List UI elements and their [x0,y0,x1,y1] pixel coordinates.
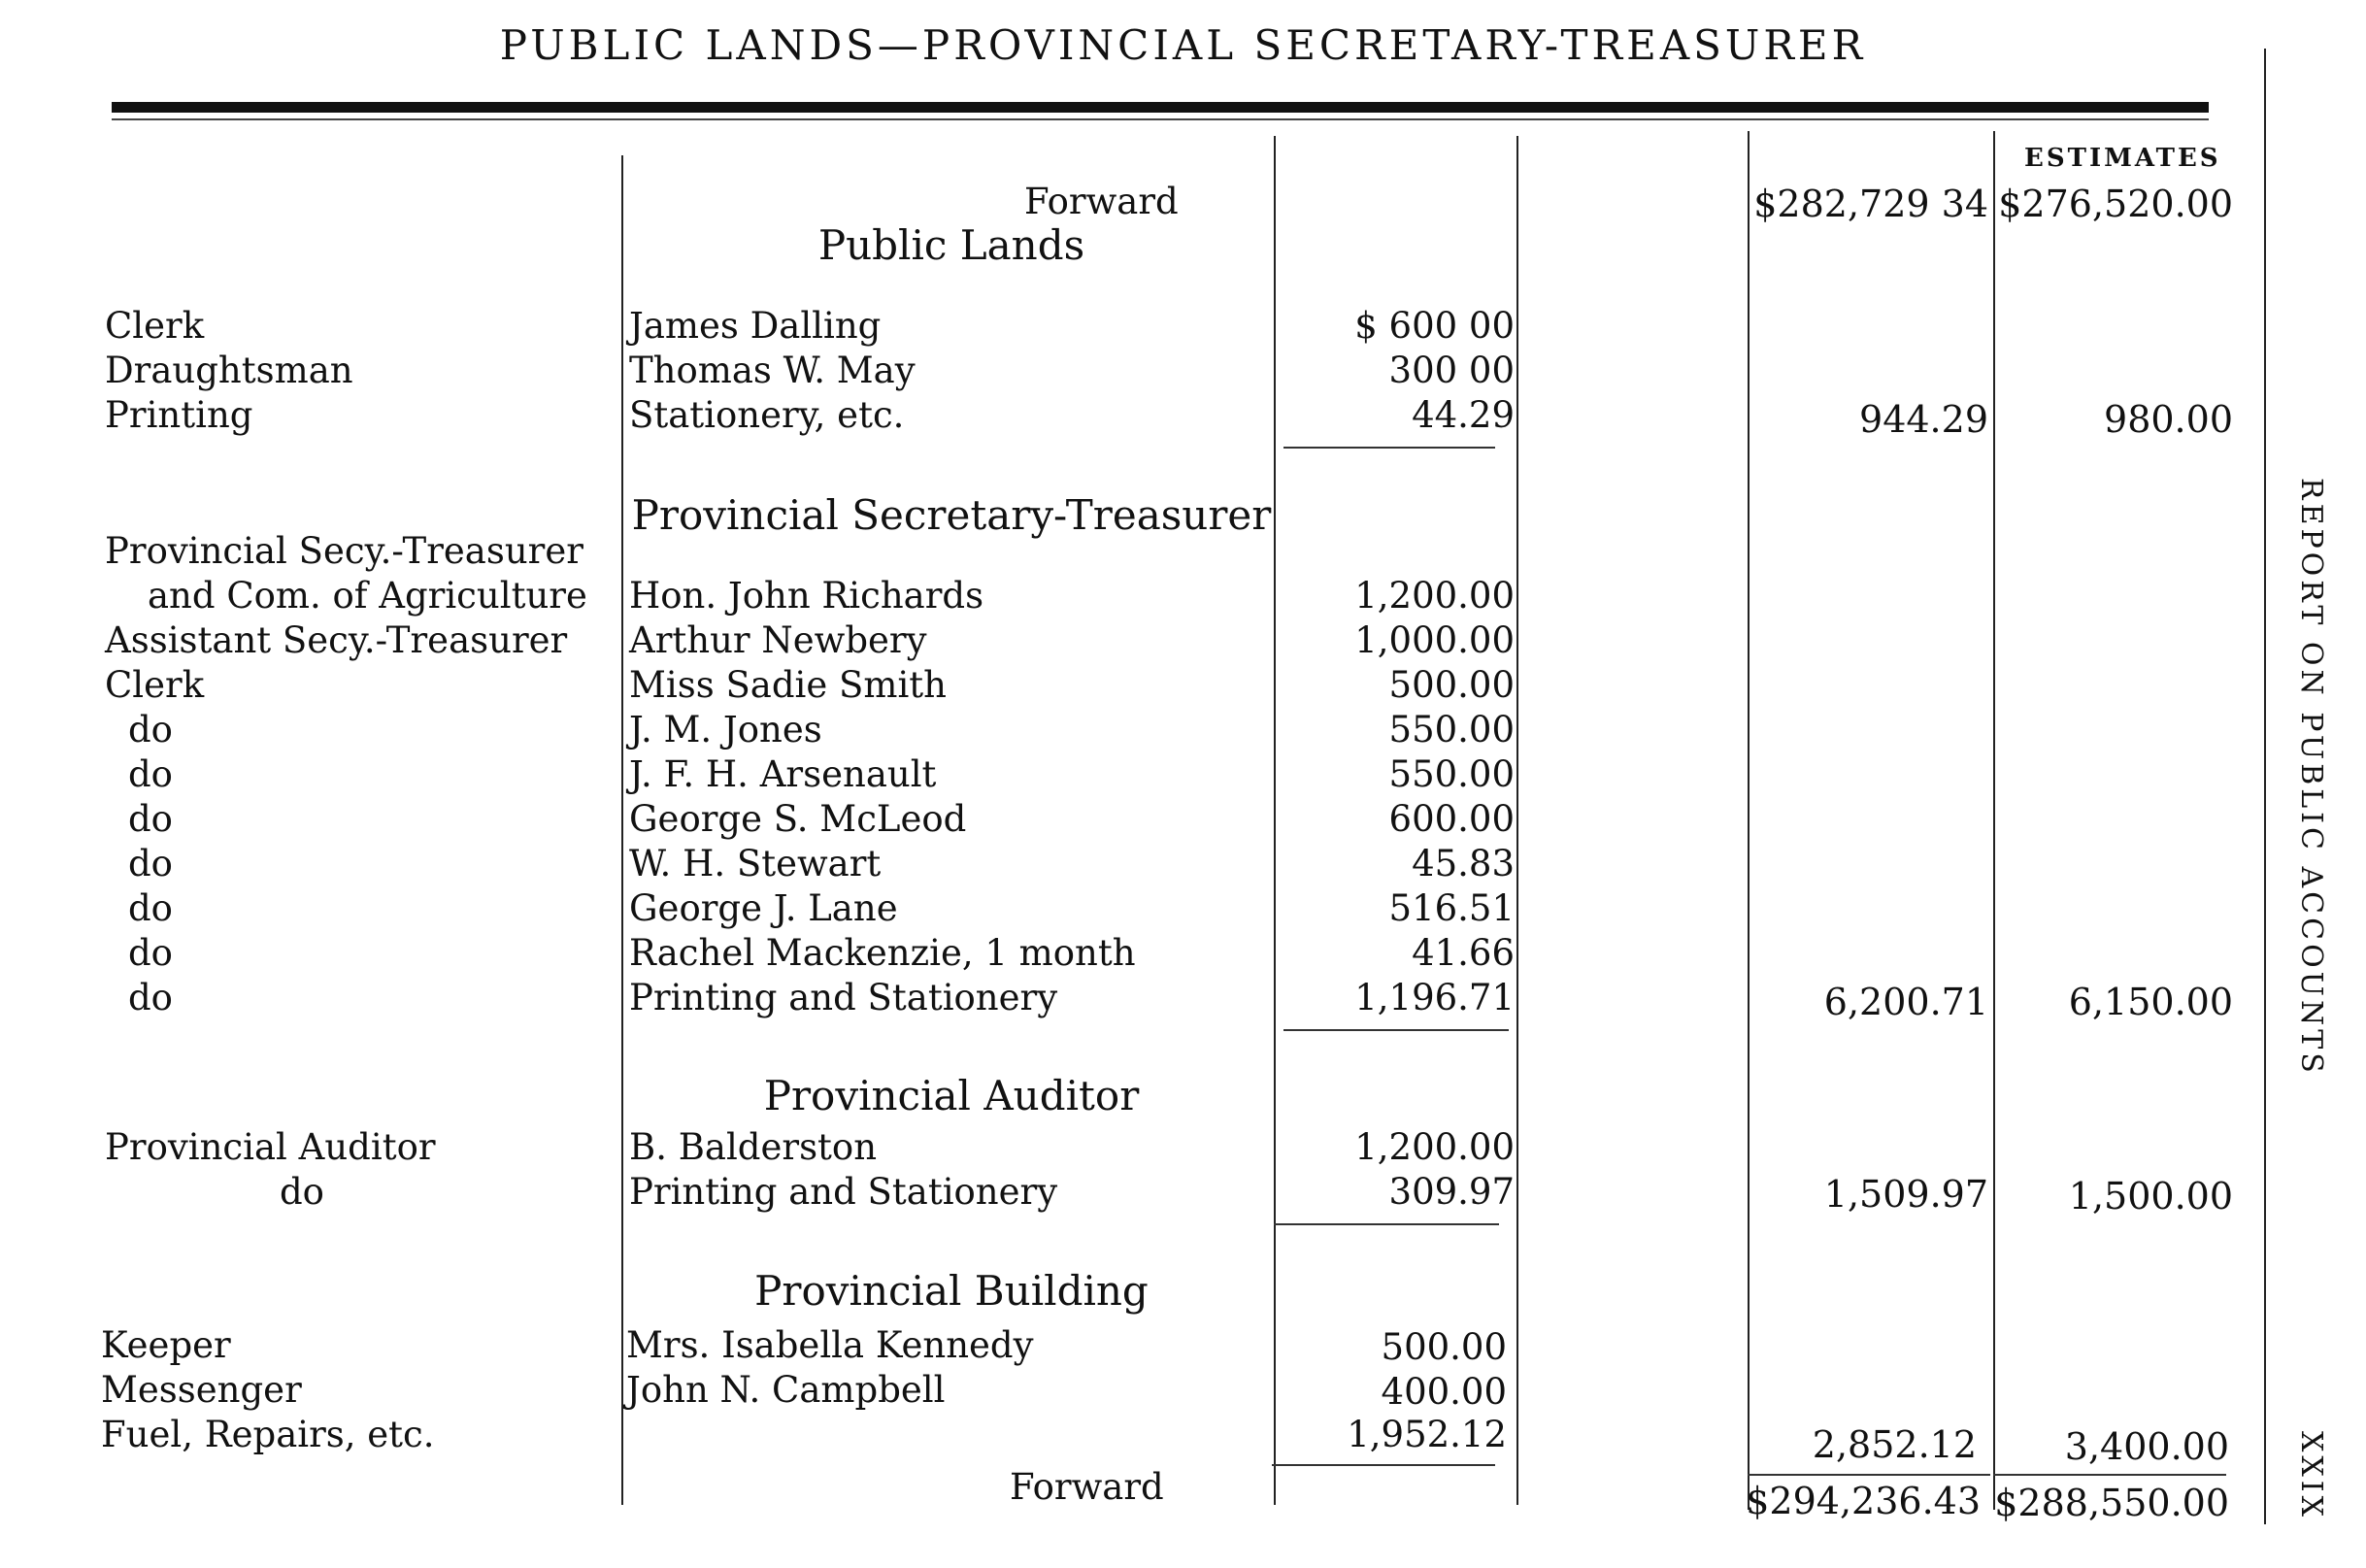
line-amount: 500.00 [1381,1326,1507,1368]
estimates-header: ESTIMATES [2024,144,2221,173]
forward-estimate-bottom: $288,550.00 [1994,1482,2229,1524]
section-estimate: 1,500.00 [2068,1175,2233,1218]
payee-name: Hon. John Richards [629,575,984,617]
position-label: do [128,843,173,884]
total-rule [1993,1474,2226,1476]
section-heading-public-lands: Public Lands [817,221,1085,269]
line-amount: 1,200.00 [1354,1126,1515,1168]
page-title: PUBLIC LANDS—PROVINCIAL SECRETARY-TREASURER [499,21,1867,69]
side-report-title: REPORT ON PUBLIC ACCOUNTS [2294,478,2328,1077]
line-amount: 1,000.00 [1354,619,1515,661]
page-number: XXIX [2294,1431,2328,1520]
position-label: do [128,977,173,1018]
line-amount: 550.00 [1388,709,1515,751]
payee-name: Mrs. Isabella Kennedy [626,1324,1034,1366]
line-amount: 400.00 [1381,1371,1507,1413]
payee-name: B. Balderston [629,1126,878,1168]
payee-name: W. H. Stewart [629,843,882,884]
section-total: 944.29 [1859,398,1988,441]
section-heading-building: Provincial Building [754,1267,1149,1315]
section-heading-auditor: Provincial Auditor [763,1072,1140,1119]
line-amount: 550.00 [1388,753,1515,795]
payee-name: J. F. H. Arsenault [629,753,937,795]
forward-label-top: Forward [1024,181,1179,222]
section-total: 1,509.97 [1823,1173,1988,1216]
position-label: Provincial Secy.-Treasurer [105,530,583,572]
section-total: 2,852.12 [1812,1423,1977,1466]
position-label: Provincial Auditor [105,1126,436,1168]
line-amount: 300 00 [1388,350,1515,391]
forward-estimate-top: $276,520.00 [1998,183,2233,225]
line-amount: 516.51 [1388,887,1515,929]
payee-name: George S. McLeod [629,798,967,840]
position-label: do [128,932,173,974]
position-label: Keeper [101,1324,231,1366]
line-amount: 44.29 [1412,394,1515,436]
line-amount: 309.97 [1388,1171,1515,1213]
payee-name: Arthur Newbery [629,619,927,661]
position-label: Clerk [105,664,205,706]
payee-name: John N. Campbell [626,1369,946,1411]
line-amount: 1,196.71 [1354,977,1515,1018]
line-amount: 1,952.12 [1347,1414,1507,1455]
total-rule [1748,1474,1990,1476]
line-amount: 45.83 [1412,843,1515,884]
column-divider [1748,131,1750,1510]
payee-name: Printing and Stationery [629,1171,1058,1213]
payee-name: Miss Sadie Smith [629,664,948,706]
section-estimate: 3,400.00 [2064,1425,2229,1468]
section-estimate: 980.00 [2104,398,2233,441]
payee-name: J. M. Jones [629,709,822,751]
section-heading-secretary: Provincial Secretary-Treasurer [631,491,1272,539]
position-label: do [128,798,173,840]
forward-label-bottom: Forward [1010,1466,1164,1508]
line-amount: $ 600 00 [1354,305,1515,347]
position-label: do [128,709,173,751]
forward-amount-top: $282,729 34 [1753,183,1988,225]
section-estimate: 6,150.00 [2068,981,2233,1023]
header-rule [112,102,2209,113]
position-label: and Com. of Agriculture [148,575,587,617]
position-label: Draughtsman [105,350,353,391]
position-label: Clerk [105,305,205,347]
line-amount: 41.66 [1412,932,1515,974]
column-divider [1993,131,1995,1510]
position-label: do [128,887,173,929]
section-total: 6,200.71 [1823,981,1988,1023]
subtotal-rule [1272,1464,1495,1466]
forward-amount-bottom: $294,236.43 [1746,1480,1981,1522]
header-rule-thin [112,118,2209,120]
payee-name: Rachel Mackenzie, 1 month [629,932,1136,974]
position-label: Fuel, Repairs, etc. [101,1414,435,1455]
payee-name: George J. Lane [629,887,898,929]
line-amount: 1,200.00 [1354,575,1515,617]
subtotal-rule [1283,447,1495,449]
payee-name: Thomas W. May [629,350,916,391]
page-edge-line [2264,49,2266,1524]
position-label: Messenger [101,1369,302,1411]
position-label: do [280,1171,324,1213]
position-label: do [128,753,173,795]
line-amount: 600.00 [1388,798,1515,840]
payee-name: Printing and Stationery [629,977,1058,1018]
position-label: Printing [105,394,253,436]
column-divider [1516,136,1518,1505]
position-label: Assistant Secy.-Treasurer [105,619,568,661]
subtotal-rule [1274,1223,1499,1225]
line-amount: 500.00 [1388,664,1515,706]
payee-name: Stationery, etc. [629,394,905,436]
subtotal-rule [1283,1029,1509,1031]
payee-name: James Dalling [629,305,882,347]
